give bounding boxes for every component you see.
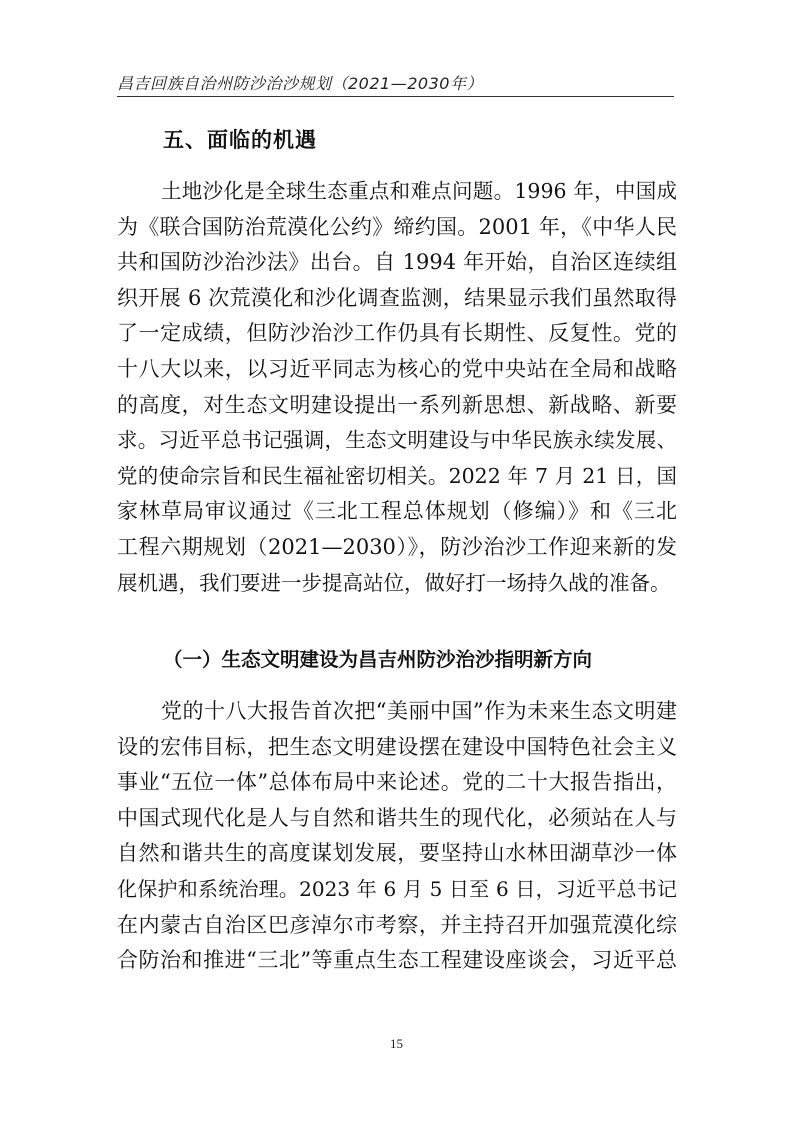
paragraph-line: 展机遇，我们要进一步提高站位，做好打一场持久战的准备。 — [117, 570, 671, 595]
paragraph-line: 求。习近平总书记强调，生态文明建设与中华民族永续发展、 — [117, 428, 677, 453]
paragraph-line: 自然和谐共生的高度谋划发展，要坚持山水林田湖草沙一体 — [117, 841, 677, 866]
paragraph-line: 党的使命宗旨和民生福祉密切相关。2022 年 7 月 21 日，国 — [117, 463, 677, 488]
paragraph-line: 土地沙化是全球生态重点和难点问题。1996 年，中国成 — [161, 179, 677, 203]
running-header-title: 昌吉回族自治州防沙治沙规划（2021—2030年） — [117, 74, 483, 93]
paragraph-line: 织开展 6 次荒漠化和沙化调查监测，结果显示我们虽然取得 — [117, 285, 677, 310]
page-number: 15 — [390, 1036, 403, 1051]
subsection-title: （一）生态文明建设为昌吉州防沙治沙指明新方向 — [163, 648, 593, 671]
paragraph-line: 设的宏伟目标，把生态文明建设摆在建设中国特色社会主义 — [117, 734, 677, 759]
header-divider — [117, 96, 674, 97]
body-paragraph-1 — [117, 174, 677, 601]
paragraph-line: 在内蒙古自治区巴彦淖尔市考察，并主持召开加强荒漠化综 — [117, 912, 677, 937]
paragraph-line: 中国式现代化是人与自然和谐共生的现代化，必须站在人与 — [117, 805, 677, 830]
paragraph-line: 事业“五位一体”总体布局中来论述。党的二十大报告指出， — [117, 770, 677, 795]
paragraph-line: 为《联合国防治荒漠化公约》缔约国。2001 年，《中华人民 — [117, 214, 677, 239]
section-title: 五、面临的机遇 — [163, 128, 317, 152]
paragraph-line: 工程六期规划（2021—2030）》，防沙治沙工作迎来新的发 — [117, 534, 677, 559]
paragraph-line: 合防治和推进“三北”等重点生态工程建设座谈会，习近平总 — [117, 948, 677, 973]
paragraph-line: 十八大以来，以习近平同志为核心的党中央站在全局和战略 — [117, 356, 677, 381]
paragraph-line: 的高度，对生态文明建设提出一系列新思想、新战略、新要 — [117, 392, 677, 417]
paragraph-line: 家林草局审议通过《三北工程总体规划（修编）》和《三北 — [117, 499, 677, 524]
paragraph-line: 了一定成绩，但防沙治沙工作仍具有长期性、反复性。党的 — [117, 321, 677, 346]
paragraph-line: 化保护和系统治理。2023 年 6 月 5 日至 6 日，习近平总书记 — [117, 876, 677, 901]
body-paragraph-2 — [117, 694, 677, 979]
paragraph-line: 党的十八大报告首次把“美丽中国”作为未来生态文明建 — [161, 699, 677, 723]
paragraph-line: 共和国防沙治沙法》出台。自 1994 年开始，自治区连续组 — [117, 250, 677, 275]
